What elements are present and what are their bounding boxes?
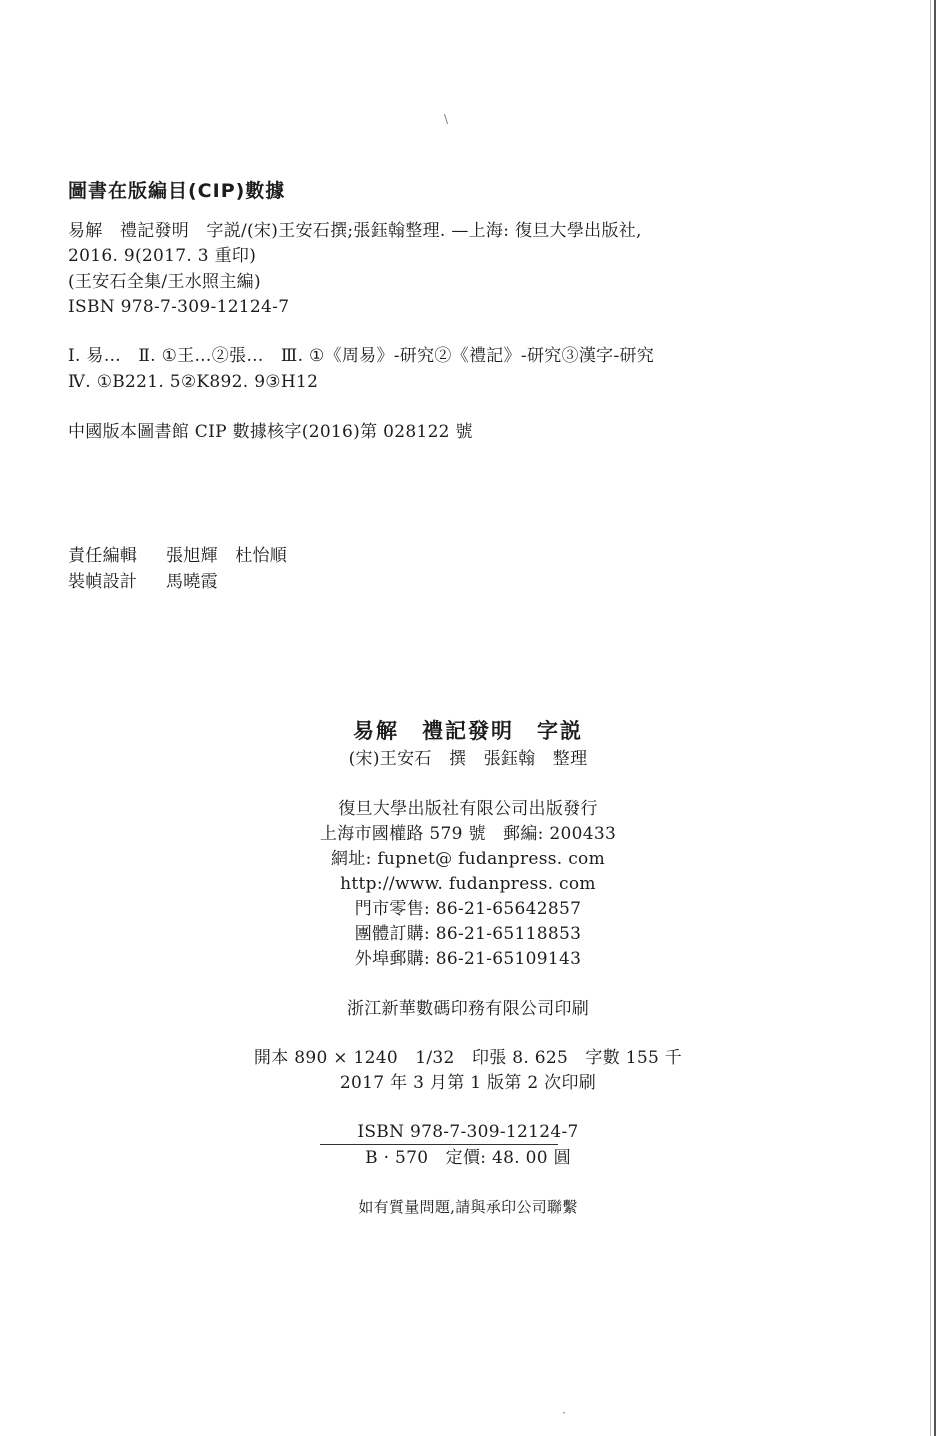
scan-mark: \ [444,112,449,126]
cip-line: 2016. 9(2017. 3 重印) [68,246,257,266]
format-line: 開本 890 × 1240 1/32 印張 8. 625 字數 155 千 [253,1048,683,1068]
cip-isbn: ISBN 978-7-309-12124-7 [68,297,290,317]
price-line: B · 570 定價: 48. 00 圓 [365,1148,571,1168]
publisher-line: 上海市國權路 579 號 郵編: 200433 [319,824,617,844]
cip-subject-line: Ⅳ. ①B221. 5②K892. 9③H12 [68,372,319,392]
cip-number: 中國版本圖書館 CIP 數據核字(2016)第 028122 號 [68,422,473,442]
publisher-line: 網址: fupnet@ fudanpress. com [330,849,605,869]
publisher-line: 復旦大學出版社有限公司出版發行 [338,799,598,819]
edition-line: 2017 年 3 月第 1 版第 2 次印刷 [339,1073,597,1093]
book-title: 易解 禮記發明 字説 [353,719,583,743]
publisher-line: 外埠郵購: 86-21-65109143 [354,949,582,969]
publisher-line: http://www. fudanpress. com [340,874,596,894]
design-name: 馬曉霞 [166,572,218,592]
cip-line: (王安石全集/王水照主編) [68,272,261,292]
isbn-line: ISBN 978-7-309-12124-7 [357,1122,579,1142]
cip-line: 易解 禮記發明 字説/(宋)王安石撰;張鈺翰整理. —上海: 復旦大學出版社, [68,221,642,241]
book-authors: (宋)王安石 撰 張鈺翰 整理 [348,749,588,769]
publisher-line: 門市零售: 86-21-65642857 [354,899,582,919]
quality-notice: 如有質量問題,請與承印公司聯繫 [358,1198,578,1216]
design-label: 裝幀設計 [68,572,138,592]
isbn-divider [320,1144,558,1145]
printer-line: 浙江新華數碼印務有限公司印刷 [346,999,590,1019]
publisher-line: 團體訂購: 86-21-65118853 [354,924,582,944]
responsible-editor-names: 張旭輝 杜怡順 [166,546,288,566]
responsible-editor-label: 責任編輯 [68,546,138,566]
cip-heading: 圖書在版編目(CIP)數據 [68,180,286,202]
scan-dot: · [562,1406,566,1420]
cip-subject-line: Ⅰ. 易… Ⅱ. ①王…②張… Ⅲ. ①《周易》-研究②《禮記》-研究③漢字-研究 [68,346,655,366]
page-edge-shadow [930,0,931,1436]
